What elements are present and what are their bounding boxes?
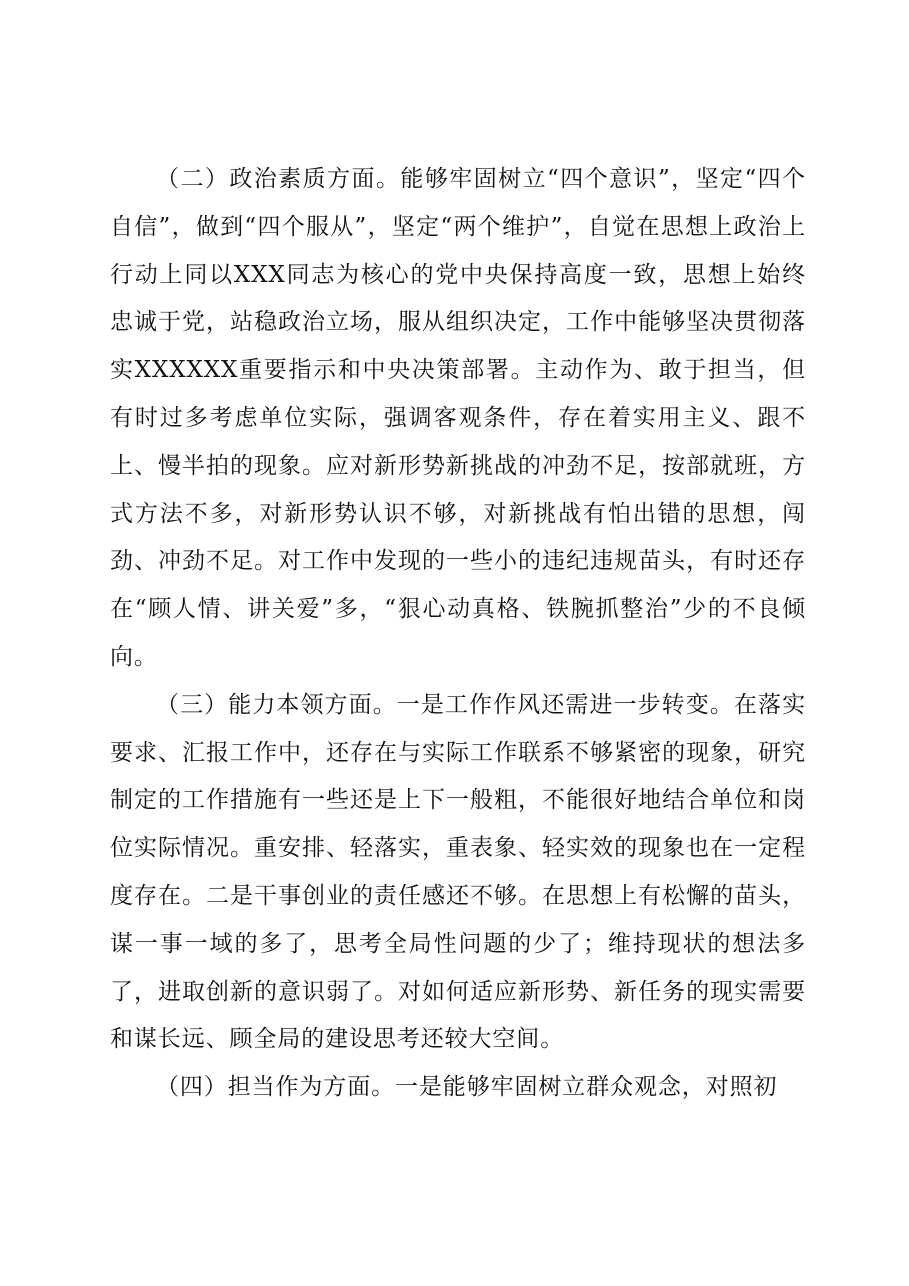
paragraph-ability: （三）能力本领方面。一是工作作风还需进一步转变。在落实要求、汇报工作中，还存在与实际工作联系不够紧密的现象，研究制定的工作措施有一些还是上下一般粗，不能很好地结合单位和岗位实际情况。重安排、轻落实，重表象、轻实效的现象也在一定程度存在。二是干事创业的责任感还不够。在思想上有松懈的苗头，谋一事一域的多了，思考全局性问题的少了；维持现状的想法多了，进取创新的意识弱了。对如何适应新形势、新任务的现实需要和谋长远、顾全局的建设思考还较大空间。 [110, 691, 806, 1053]
paragraph-responsibility: （四）担当作为方面。一是能够牢固树立群众观念，对照初 [156, 1074, 778, 1101]
paragraph-political-quality: （二）政治素质方面。能够牢固树立“四个意识”，坚定“四个自信”，做到“四个服从”，坚定“两个维护”，自觉在思想上政治上行动上同以XXX同志为核心的党中央保持高度一致，思想上始终忠诚于党，站稳政治立场，服从组织决定，工作中能够坚决贯彻落实XXXXXX重要指示和中央决策部署。主动作为、敢于担当，但有时过多考虑单位实际，强调客观条件，存在着实用主义、跟不上、慢半拍的现象。应对新形势新挑战的冲劲不足，按部就班，方式方法不多，对新形势认识不够，对新挑战有怕出错的思想，闯劲、冲劲不足。对工作中发现的一些小的违纪违规苗头，有时还存在“顾人情、讲关爱”多，“狠心动真格、铁腕抓整治”少的不良倾向。 [110, 166, 806, 670]
document-body [110, 156, 806, 1112]
